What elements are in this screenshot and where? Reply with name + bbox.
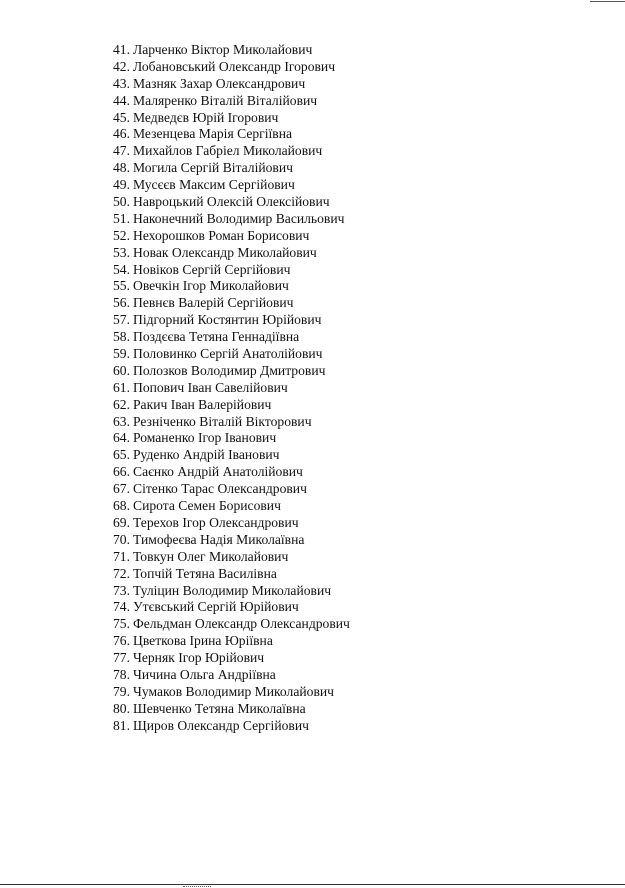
item-number: 48. bbox=[113, 160, 130, 176]
item-number: 77. bbox=[113, 650, 130, 666]
list-item bbox=[100, 312, 560, 329]
item-number: 44. bbox=[113, 92, 130, 108]
list-item bbox=[100, 667, 560, 684]
list-item bbox=[100, 549, 560, 566]
person-name: Сирота Семен Борисович bbox=[133, 498, 281, 514]
person-name: Топчій Тетяна Василівна bbox=[133, 565, 277, 581]
person-name: Овечкін Ігор Миколайович bbox=[133, 278, 289, 294]
list-item bbox=[100, 414, 560, 431]
person-name: Новак Олександр Миколайович bbox=[133, 244, 317, 260]
person-name: Медведєв Юрій Ігорович bbox=[133, 109, 279, 125]
item-number: 76. bbox=[113, 633, 130, 649]
person-name: Попович Іван Савелійович bbox=[133, 379, 288, 395]
list-item bbox=[100, 262, 560, 279]
list-item bbox=[100, 599, 560, 616]
person-name: Черняк Ігор Юрійович bbox=[133, 650, 265, 666]
item-number: 72. bbox=[113, 565, 130, 581]
item-number: 62. bbox=[113, 396, 130, 412]
person-name: Тимофеєва Надія Миколаївна bbox=[133, 531, 305, 547]
list-item bbox=[100, 633, 560, 650]
bottom-scan-edge bbox=[0, 884, 625, 885]
item-number: 69. bbox=[113, 514, 130, 530]
list-item bbox=[100, 295, 560, 312]
item-number: 58. bbox=[113, 329, 130, 345]
person-name: Шевченко Тетяна Миколаївна bbox=[133, 700, 306, 716]
person-name: Щиров Олександр Сергійович bbox=[133, 717, 309, 733]
item-number: 56. bbox=[113, 295, 130, 311]
list-item bbox=[100, 228, 560, 245]
list-item bbox=[100, 498, 560, 515]
person-name: Маляренко Віталій Віталійович bbox=[133, 92, 318, 108]
list-item bbox=[100, 515, 560, 532]
list-item bbox=[100, 616, 560, 633]
item-number: 81. bbox=[113, 717, 130, 733]
person-name: Товкун Олег Миколайович bbox=[133, 548, 289, 564]
person-name: Цветкова Ірина Юріївна bbox=[133, 633, 273, 649]
item-number: 46. bbox=[113, 126, 130, 142]
list-item bbox=[100, 76, 560, 93]
list-item bbox=[100, 278, 560, 295]
item-number: 70. bbox=[113, 531, 130, 547]
person-name: Ларченко Віктор Миколайович bbox=[133, 42, 313, 57]
person-name: Утєвський Сергій Юрійович bbox=[133, 599, 299, 615]
person-name: Новіков Сергій Сергійович bbox=[133, 261, 291, 277]
item-number: 80. bbox=[113, 700, 130, 716]
person-name: Підгорний Костянтин Юрійович bbox=[133, 312, 322, 328]
person-name: Могила Сергій Віталійович bbox=[133, 160, 293, 176]
item-number: 75. bbox=[113, 616, 130, 632]
item-number: 67. bbox=[113, 481, 130, 497]
list-item bbox=[100, 684, 560, 701]
list-item bbox=[100, 566, 560, 583]
list-item bbox=[100, 126, 560, 143]
list-item bbox=[100, 59, 560, 76]
item-number: 71. bbox=[113, 548, 130, 564]
person-name: Руденко Андрій Іванович bbox=[133, 447, 280, 463]
list-item bbox=[100, 481, 560, 498]
list-item bbox=[100, 397, 560, 414]
item-number: 47. bbox=[113, 143, 130, 159]
person-name: Михайлов Габріел Миколайович bbox=[133, 143, 323, 159]
list-item bbox=[100, 701, 560, 718]
list-item bbox=[100, 430, 560, 447]
list-item bbox=[100, 177, 560, 194]
list-item bbox=[100, 93, 560, 110]
item-number: 57. bbox=[113, 312, 130, 328]
person-name: Туліцин Володимир Миколайович bbox=[133, 582, 332, 598]
list-item bbox=[100, 718, 560, 735]
list-item bbox=[100, 447, 560, 464]
person-name: Наконечний Володимир Васильович bbox=[133, 210, 345, 226]
item-number: 42. bbox=[113, 58, 130, 74]
list-item bbox=[100, 211, 560, 228]
item-number: 59. bbox=[113, 346, 130, 362]
person-name: Мусєєв Максим Сергійович bbox=[133, 177, 295, 193]
list-item bbox=[100, 650, 560, 667]
person-name: Половинко Сергій Анатолійович bbox=[133, 346, 323, 362]
list-item bbox=[100, 245, 560, 262]
list-item bbox=[100, 380, 560, 397]
item-number: 68. bbox=[113, 498, 130, 514]
person-name: Лобановський Олександр Ігорович bbox=[133, 58, 336, 74]
person-name: Мазняк Захар Олександрович bbox=[133, 75, 306, 91]
item-number: 73. bbox=[113, 582, 130, 598]
name-list bbox=[100, 42, 560, 735]
item-number: 41. bbox=[113, 42, 130, 57]
person-name: Певнєв Валерій Сергійович bbox=[133, 295, 294, 311]
item-number: 61. bbox=[113, 379, 130, 395]
item-number: 63. bbox=[113, 413, 130, 429]
list-item bbox=[100, 532, 560, 549]
person-name: Чичина Ольга Андріївна bbox=[133, 666, 276, 682]
list-item bbox=[100, 194, 560, 211]
list-item bbox=[100, 42, 560, 59]
item-number: 60. bbox=[113, 362, 130, 378]
item-number: 52. bbox=[113, 227, 130, 243]
item-number: 66. bbox=[113, 464, 130, 480]
person-name: Резніченко Віталій Вікторович bbox=[133, 413, 312, 429]
person-name: Сітенко Тарас Олександрович bbox=[133, 481, 307, 497]
person-name: Ракич Іван Валерійович bbox=[133, 396, 272, 412]
person-name: Полозков Володимир Дмитрович bbox=[133, 362, 326, 378]
item-number: 49. bbox=[113, 177, 130, 193]
item-number: 74. bbox=[113, 599, 130, 615]
item-number: 45. bbox=[113, 109, 130, 125]
person-name: Навроцький Олексій Олексійович bbox=[133, 194, 330, 210]
item-number: 43. bbox=[113, 75, 130, 91]
item-number: 79. bbox=[113, 683, 130, 699]
item-number: 50. bbox=[113, 194, 130, 210]
bottom-scan-mark bbox=[183, 886, 211, 887]
person-name: Поздєєва Тетяна Геннадіївна bbox=[133, 329, 300, 345]
list-item bbox=[100, 329, 560, 346]
item-number: 64. bbox=[113, 430, 130, 446]
item-number: 51. bbox=[113, 210, 130, 226]
list-item bbox=[100, 143, 560, 160]
list-item bbox=[100, 363, 560, 380]
list-item bbox=[100, 346, 560, 363]
person-name: Саєнко Андрій Анатолійович bbox=[133, 464, 303, 480]
item-number: 78. bbox=[113, 666, 130, 682]
person-name: Терехов Ігор Олександрович bbox=[133, 514, 299, 530]
person-name: Фельдман Олександр Олександрович bbox=[133, 616, 350, 632]
item-number: 54. bbox=[113, 261, 130, 277]
list-item bbox=[100, 464, 560, 481]
scan-edge-line bbox=[590, 1, 625, 2]
list-item bbox=[100, 583, 560, 600]
list-item bbox=[100, 160, 560, 177]
item-number: 53. bbox=[113, 244, 130, 260]
item-number: 55. bbox=[113, 278, 130, 294]
person-name: Романенко Ігор Іванович bbox=[133, 430, 277, 446]
person-name: Чумаков Володимир Миколайович bbox=[133, 683, 334, 699]
person-name: Мезенцева Марія Сергіївна bbox=[133, 126, 293, 142]
item-number: 65. bbox=[113, 447, 130, 463]
person-name: Нехорошков Роман Борисович bbox=[133, 227, 310, 243]
list-item bbox=[100, 110, 560, 127]
